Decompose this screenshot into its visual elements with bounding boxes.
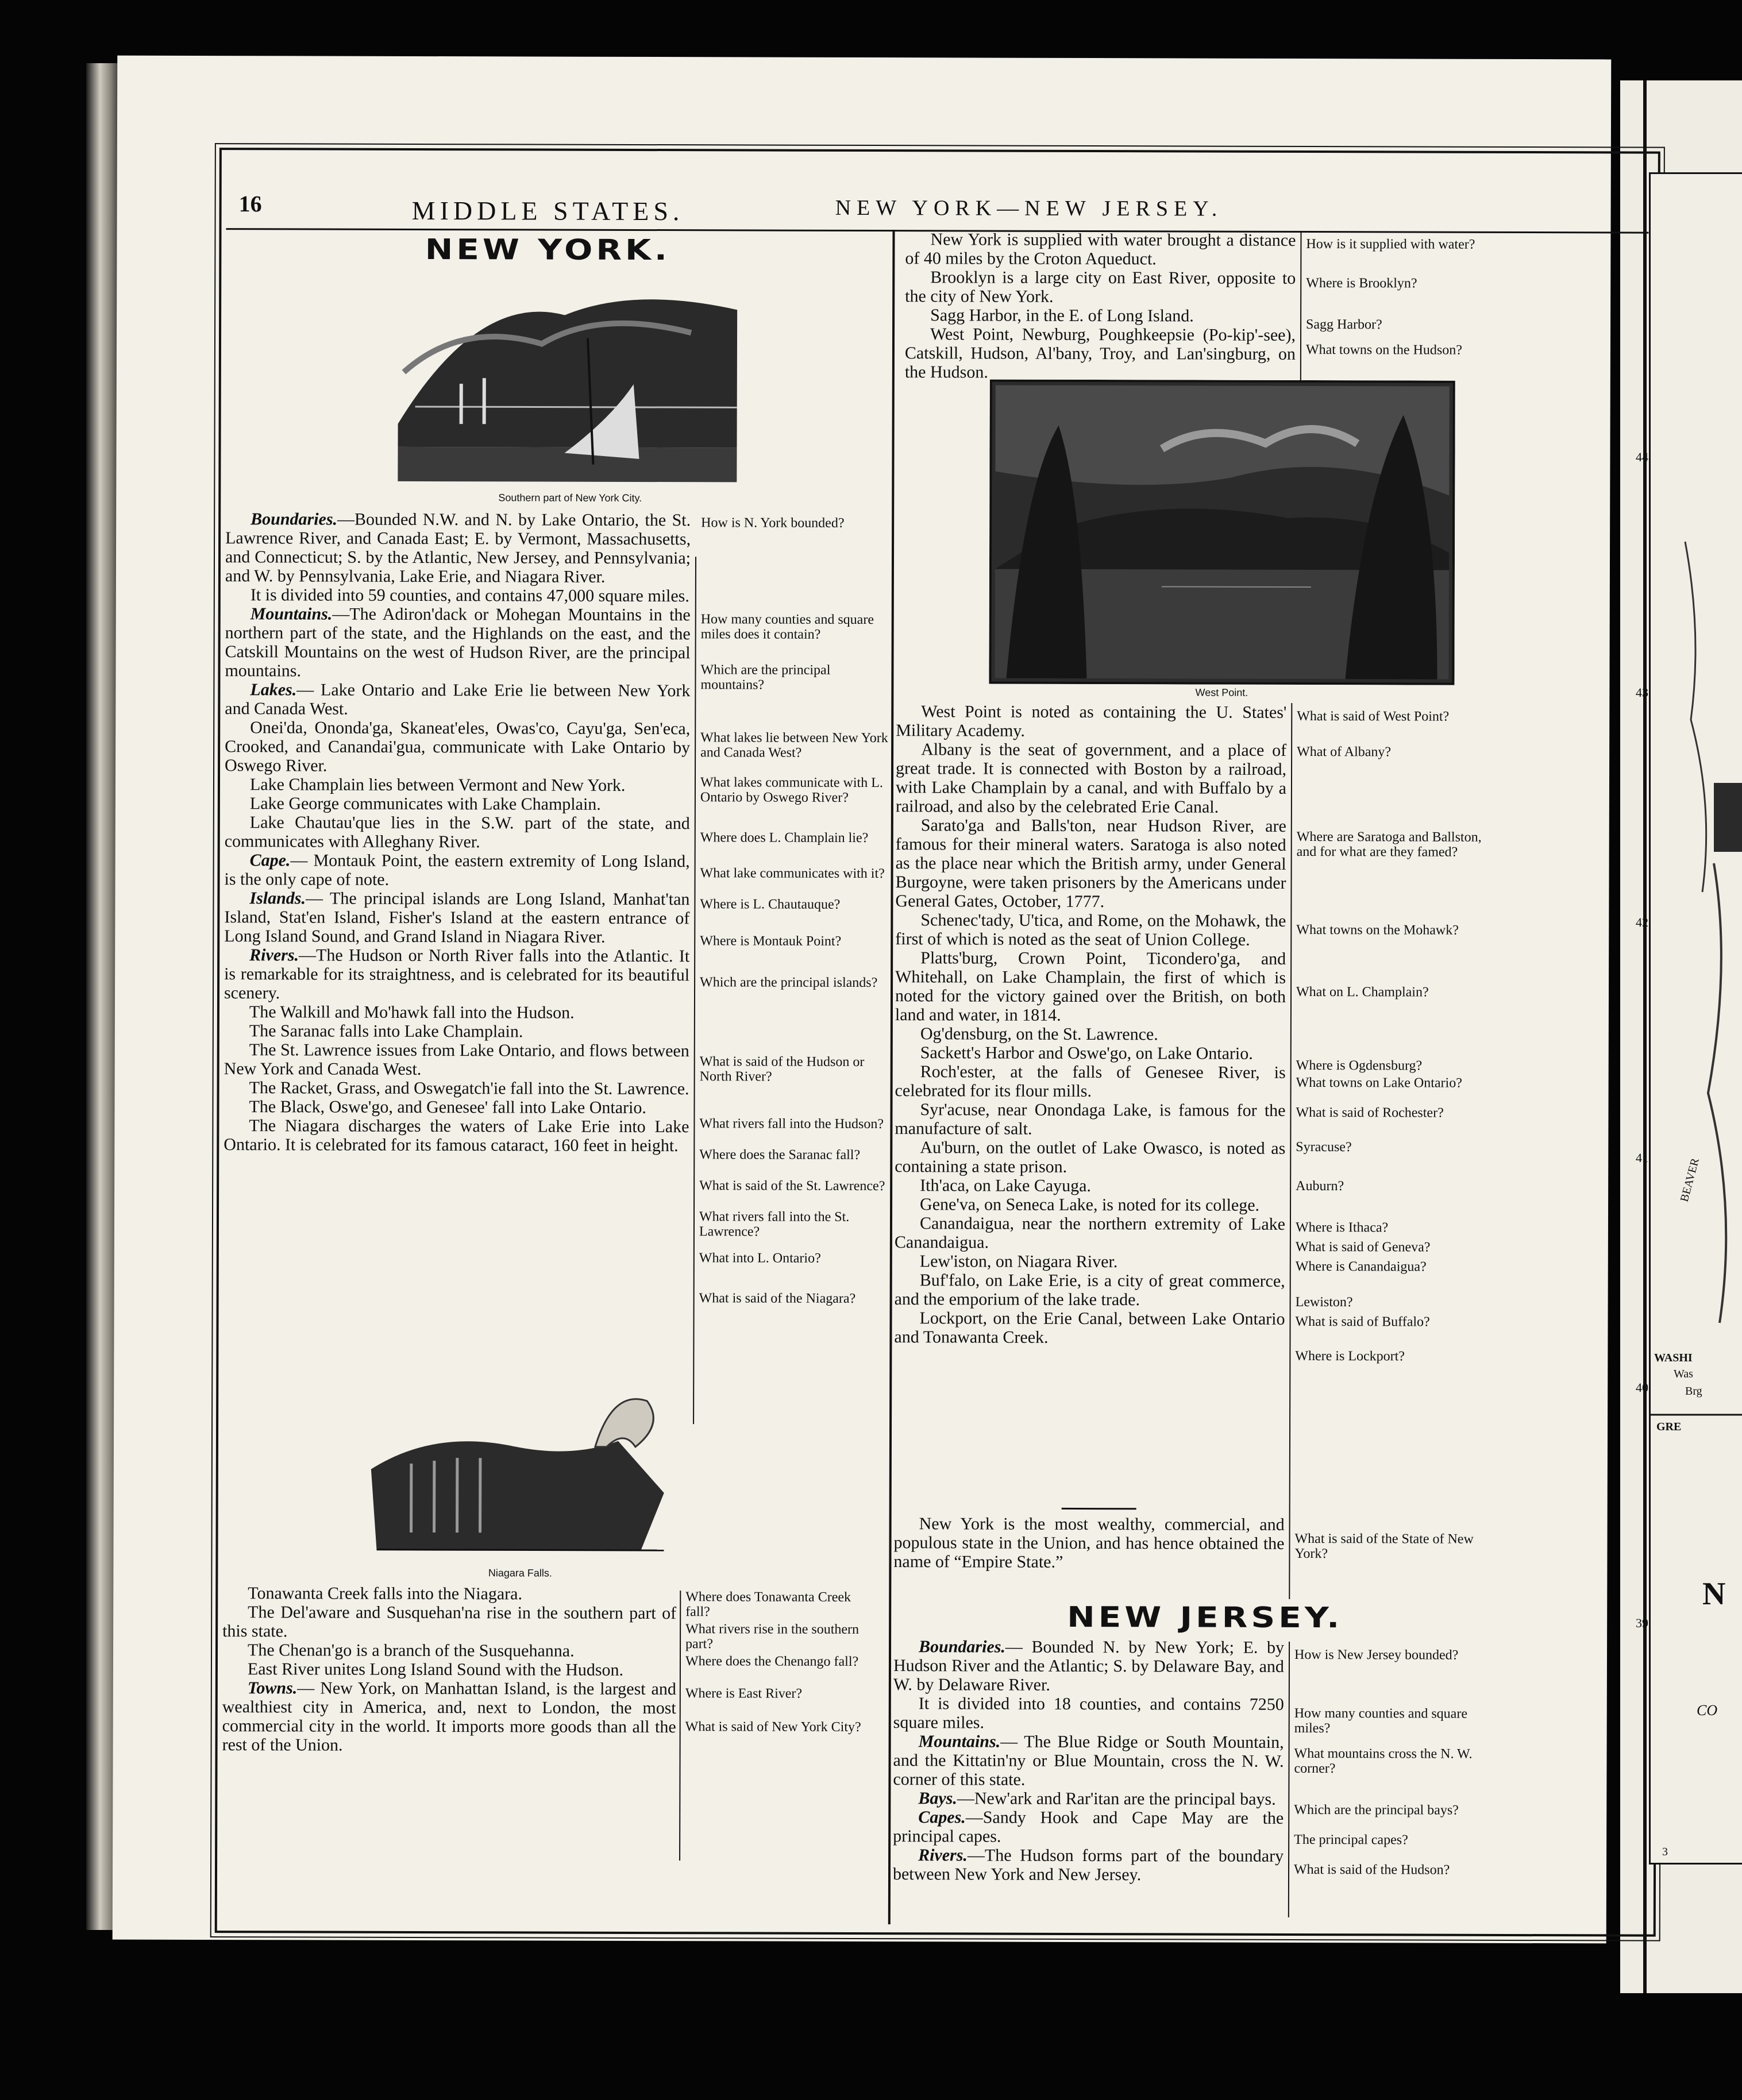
ny-left-questions — [699, 515, 896, 1306]
question: Where is Lockport? — [1295, 1348, 1405, 1364]
paragraph: Mountains.— The Blue Ridge or South Mountain, and the Kittatin'ny or Blue Mountain, cross the N. W. corner of this state. — [893, 1732, 1284, 1789]
question: What towns on the Mohawk? — [1296, 922, 1459, 938]
paragraph: Rivers.—The Hudson or North River falls into the Atlantic. It is remarkable for its straightness, and is celebrated for its beautiful scenery. — [223, 945, 690, 1003]
paragraph: The Chenan'go is a branch of the Susquehanna. — [247, 1640, 575, 1661]
paragraph: Albany is the seat of government, and a place of great trade. It is connected with Boston by a railroad, with Lake Champlain by a canal, and with Buffalo by a railroad, and also by the celebrated Erie Canal. — [895, 740, 1287, 817]
question: Which are the principal islands? — [700, 975, 878, 991]
question: What into L. Ontario? — [699, 1250, 821, 1266]
paragraph: Platts'burg, Crown Point, Ticondero'ga, and Whitehall, on Lake Champlain, the first of which is noted for the victory gained over the British, on both land and water, in 1814. — [895, 948, 1286, 1025]
latitude-label: 41 — [1636, 1151, 1648, 1165]
question: The principal capes? — [1294, 1832, 1408, 1848]
paragraph: New York is the most wealthy, commercial, and populous state in the Union, and has hence obtained the name of “Empire State.” — [893, 1514, 1285, 1572]
separator-rule — [1062, 1508, 1136, 1510]
paragraph: Buf'falo, on Lake Erie, is a city of great commerce, and the emporium of the lake trade. — [894, 1271, 1285, 1310]
caption-nyc: Southern part of New York City. — [498, 492, 642, 504]
question: What lakes communicate with L. Ontario by Oswego River? — [700, 775, 883, 805]
paragraph: Boundaries.—Bounded N.W. and N. by Lake Ontario, the St. Lawrence River, and Canada East; E. by Vermont, Massachusetts, and Connecticut; S. by the Atlantic, New Jersey, and Pennsylvania; and W. by Pennsylvania, Lake Erie, and Niagara River. — [225, 509, 691, 586]
map-label: Was — [1674, 1368, 1693, 1380]
question: What rivers fall into the St. Lawrence? — [699, 1209, 850, 1240]
ny-left-text — [223, 509, 691, 1155]
question: What is said of New York City? — [685, 1719, 861, 1735]
question: Where is Canandaigua? — [1295, 1259, 1427, 1275]
paragraph: Lake Champlain lies between Vermont and New York. — [249, 775, 626, 795]
paragraph: The Del'aware and Susquehan'na rise in the southern part of this state. — [222, 1603, 677, 1641]
paragraph: Lake George communicates with Lake Champlain. — [249, 794, 601, 814]
question: Where is Ogdensburg? — [1296, 1057, 1423, 1074]
ny-right-top-text — [905, 230, 1296, 383]
caption-west-point: West Point. — [1195, 686, 1248, 698]
nj-text — [893, 1637, 1284, 1885]
paragraph: Ith'aca, on Lake Cayuga. — [920, 1176, 1091, 1196]
paragraph: Roch'ester, at the falls of Genesee River, is celebrated for its flour mills. — [895, 1062, 1286, 1101]
paragraph: Gene'va, on Seneca Lake, is noted for its college. — [920, 1195, 1260, 1215]
paragraph: Mountains.—The Adiron'dack or Mohegan Mountains in the northern part of the state, and the Highlands on the east, and the Catskill Mountains on the west of Hudson River, are the principal mountains. — [225, 604, 691, 681]
question: What towns on Lake Ontario? — [1296, 1075, 1462, 1091]
question: Lewiston? — [1295, 1294, 1353, 1310]
latitude-label: 43 — [1636, 685, 1648, 700]
question: What mountains cross the N. W. corner? — [1294, 1746, 1473, 1777]
paragraph: East River unites Long Island Sound with the Hudson. — [247, 1659, 624, 1680]
question: Where does L. Champlain lie? — [700, 830, 869, 846]
question: How many counties and square miles? — [1294, 1705, 1468, 1736]
question: How is it supplied with water? — [1306, 237, 1475, 252]
latitude-label: 39 — [1636, 1616, 1648, 1630]
map-label: 3 — [1662, 1846, 1668, 1858]
map-label: N — [1702, 1576, 1726, 1612]
question: What lakes lie between New York and Canada West? — [700, 730, 888, 761]
question: Auburn? — [1296, 1178, 1344, 1194]
question: Where is Brooklyn? — [1306, 276, 1417, 291]
question: What rivers rise in the southern part? — [685, 1622, 860, 1652]
book-page — [113, 56, 1612, 1944]
ny-right-text — [894, 702, 1286, 1348]
nj-questions — [1294, 1647, 1496, 1878]
question: What is said of the St. Lawrence? — [699, 1178, 885, 1194]
paragraph: Og'densburg, on the St. Lawrence. — [920, 1024, 1158, 1044]
question: What towns on the Hudson? — [1305, 342, 1462, 358]
paragraph: Brooklyn is a large city on East River, opposite to the city of New York. — [905, 268, 1296, 306]
paragraph: New York is supplied with water brought a distance of 40 miles by the Croton Aqueduct. — [905, 230, 1296, 269]
paragraph: Schenec'tady, U'tica, and Rome, on the Mohawk, the first of which is noted as the seat of Union College. — [895, 910, 1286, 949]
map-linework — [1651, 174, 1742, 1863]
paragraph: West Point is noted as containing the U. States' Military Academy. — [896, 702, 1287, 740]
paragraph: Islands.— The principal islands are Long Island, Manhat'tan Island, Stat'en Island, Fisher's Island at the eastern entrance of Long Island Sound, and Grand Island in Niagara River. — [224, 889, 690, 947]
paragraph: West Point, Newburg, Poughkeepsie (Po-kip'-see), Catskill, Hudson, Al'bany, Troy, and Lan'singburg, on the Hudson. — [904, 325, 1296, 382]
question: Where does the Chenango fall? — [685, 1654, 859, 1669]
ny-summary-question — [1294, 1531, 1496, 1562]
paragraph: It is divided into 18 counties, and contains 7250 square miles. — [893, 1694, 1284, 1732]
paragraph: Sackett's Harbor and Oswe'go, on Lake Ontario. — [920, 1043, 1253, 1063]
paragraph: Lakes.— Lake Ontario and Lake Erie lie between New York and Canada West. — [225, 680, 691, 719]
question: Where are Saratoga and Ballston, and for what are they famed? — [1296, 829, 1482, 860]
paragraph: Syr'acuse, near Onondaga Lake, is famous for the manufacture of salt. — [895, 1100, 1286, 1138]
question: What of Albany? — [1297, 744, 1392, 760]
question: How is New Jersey bounded? — [1294, 1647, 1459, 1663]
question: Syracuse? — [1296, 1139, 1352, 1155]
question: Which are the principal bays? — [1294, 1802, 1459, 1818]
paragraph: Towns.— New York, on Manhattan Island, is the largest and wealthiest city in America, and, next to London, the most commercial city in the world. It imports more goods than all the rest of the Union. — [222, 1678, 676, 1755]
map-label: GRE — [1656, 1420, 1682, 1433]
map-label: WASHI — [1654, 1352, 1693, 1364]
ny-bottom-text — [222, 1584, 677, 1755]
question: What is said of Geneva? — [1295, 1239, 1431, 1255]
question: How is N. York bounded? — [701, 515, 845, 531]
paragraph: The Walkill and Mo'hawk fall into the Hudson. — [249, 1002, 575, 1022]
paragraph: The Saranac falls into Lake Champlain. — [249, 1021, 523, 1041]
question: What is said of West Point? — [1297, 708, 1450, 724]
question: Where is Montauk Point? — [700, 933, 842, 949]
question: Sagg Harbor? — [1306, 317, 1382, 333]
paragraph: The Niagara discharges the waters of Lake Erie into Lake Ontario. It is celebrated for its famous cataract, 160 feet in height. — [223, 1116, 689, 1156]
map-label: Brg — [1685, 1385, 1702, 1398]
ny-summary — [893, 1514, 1284, 1572]
paragraph: Onei'da, Ononda'ga, Skaneat'eles, Owas'co, Cayu'ga, Sen'eca, Crooked, and Canandai'gua, communicate with Lake Ontario by Oswego River. — [225, 718, 691, 775]
page-number: 16 — [238, 191, 262, 217]
running-head: NEW YORK—NEW JERSEY. — [835, 195, 1223, 221]
adjacent-map — [1636, 172, 1742, 1864]
latitude-label: 44 — [1636, 450, 1648, 464]
map-label: CO — [1697, 1702, 1718, 1719]
paragraph: The St. Lawrence issues from Lake Ontario, and flows between New York and Canada West. — [223, 1040, 689, 1079]
new-jersey-title: NEW JERSEY. — [1067, 1600, 1343, 1635]
latitude-label: 42 — [1636, 915, 1648, 929]
engraving-nyc — [392, 275, 749, 488]
paragraph: Sagg Harbor, in the E. of Long Island. — [930, 306, 1194, 326]
engraving-niagara — [365, 1377, 676, 1562]
paragraph: Tonawanta Creek falls into the Niagara. — [248, 1584, 523, 1604]
question: What is said of the State of New York? — [1294, 1531, 1474, 1562]
map-label: BEAVER — [1678, 1157, 1702, 1203]
question: Where does the Saranac fall? — [699, 1147, 861, 1163]
latitude-label: 40 — [1636, 1380, 1648, 1395]
question: What is said of Rochester? — [1296, 1105, 1444, 1121]
paragraph: Bays.—New'ark and Rar'itan are the principal bays. — [918, 1789, 1276, 1809]
question: Where is East River? — [685, 1686, 803, 1701]
new-york-title: NEW YORK. — [425, 233, 671, 267]
paragraph: The Racket, Grass, and Oswegatch'ie fall into the St. Lawrence. — [249, 1078, 689, 1099]
paragraph: It is divided into 59 counties, and contains 47,000 square miles. — [250, 585, 689, 606]
question: Where is L. Chautauque? — [700, 897, 841, 912]
question: Where is Ithaca? — [1295, 1219, 1389, 1236]
question: What is said of the Hudson? — [1294, 1862, 1450, 1878]
paragraph: Rivers.—The Hudson forms part of the boundary between New York and New Jersey. — [892, 1846, 1284, 1885]
question: What is said of the Hudson or North River? — [699, 1054, 865, 1084]
paragraph: Sarato'ga and Balls'ton, near Hudson River, are famous for their mineral waters. Saratoga is also noted as the place near which the British army, under General Burgoyne, were taken prisoners by the Americans under General Gates, October, 1777. — [895, 816, 1286, 912]
question: What rivers fall into the Hudson? — [699, 1116, 884, 1132]
question: What lake communicates with it? — [700, 866, 885, 882]
question: What is said of Buffalo? — [1295, 1314, 1430, 1330]
paragraph: Lew'iston, on Niagara River. — [919, 1252, 1118, 1272]
paragraph: The Black, Oswe'go, and Genesee' fall into Lake Ontario. — [249, 1097, 646, 1118]
paragraph: Canandaigua, near the northern extremity of Lake Canandaigua. — [894, 1214, 1286, 1252]
caption-niagara: Niagara Falls. — [488, 1567, 552, 1579]
question: Which are the principal mountains? — [700, 662, 831, 693]
paragraph: Lake Chautau'que lies in the S.W. part of the state, and communicates with Alleghany River. — [224, 813, 690, 852]
paragraph: Au'burn, on the outlet of Lake Owasco, is noted as containing a state prison. — [895, 1138, 1286, 1176]
engraving-west-point — [989, 380, 1455, 685]
question: How many counties and square miles does it contain? — [700, 612, 874, 642]
paragraph: Boundaries.— Bounded N. by New York; E. by Hudson River and the Atlantic; S. by Delaware Bay, and W. by Delaware River. — [893, 1637, 1285, 1694]
question: Where does Tonawanta Creek fall? — [685, 1589, 851, 1620]
paragraph: Cape.— Montauk Point, the eastern extremity of Long Island, is the only cape of note. — [224, 851, 690, 889]
paragraph: Capes.—Sandy Hook and Cape May are the principal capes. — [893, 1808, 1284, 1846]
section-title: MIDDLE STATES. — [411, 195, 684, 226]
ny-bottom-questions — [685, 1589, 875, 1735]
question: What on L. Champlain? — [1296, 984, 1429, 1000]
question: What is said of the Niagara? — [699, 1291, 856, 1306]
paragraph: Lockport, on the Erie Canal, between Lake Ontario and Tonawanta Creek. — [894, 1308, 1285, 1347]
